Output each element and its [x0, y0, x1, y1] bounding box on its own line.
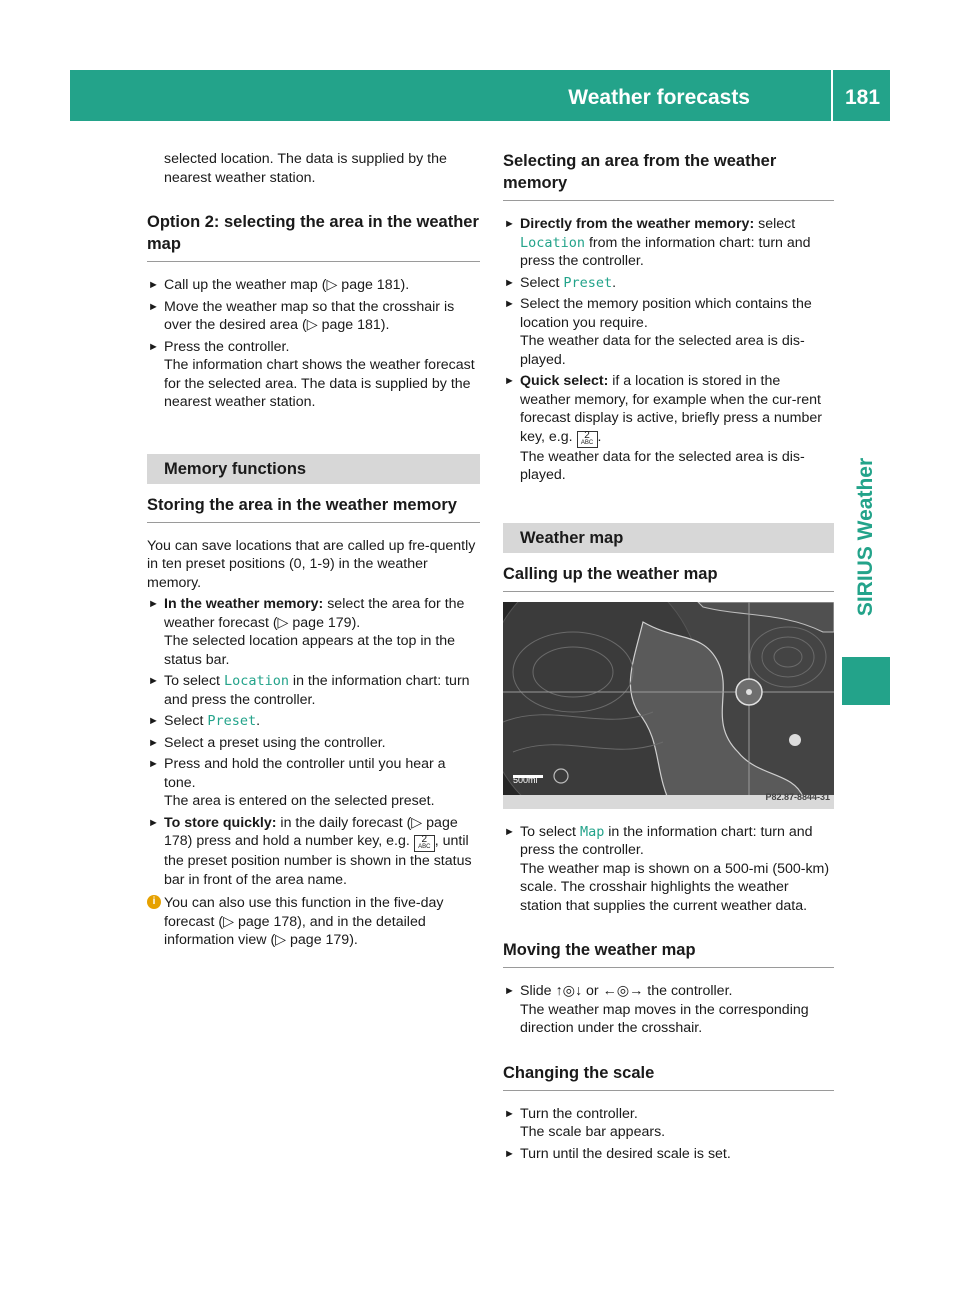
- step-arrow-icon: ►: [504, 1147, 515, 1160]
- step-arrow-icon: ►: [148, 715, 159, 727]
- step: ► Directly from the weather memory: select Location from the information chart: turn and press the controller.: [504, 216, 811, 269]
- side-tab-label: SIRIUS Weather: [854, 457, 877, 617]
- menu-item-preset: Preset: [563, 274, 613, 291]
- scale-heading: Changing the scale: [503, 1062, 834, 1091]
- step: ► Select Preset.: [504, 274, 617, 291]
- step-result: The weather data for the selected area is dis-played.: [520, 448, 805, 483]
- moving-heading: Moving the weather map: [503, 939, 834, 968]
- info-note: i You can also use this function in the five-day forecast (▷ page 178), and in the detailed information view (▷ page 179).: [147, 894, 480, 950]
- header-divider: [831, 70, 833, 121]
- step: ► Move the weather map so that the crosshair is over the desired area (▷ page 181).: [148, 298, 455, 333]
- number-key-2-icon: 2 ABC: [577, 431, 598, 448]
- step-result: The weather data for the selected area is dis-played.: [520, 333, 805, 368]
- menu-item-location: Location: [223, 673, 289, 689]
- side-tab-marker: [842, 657, 890, 705]
- step-arrow-icon: ►: [148, 816, 159, 829]
- step-arrow-icon: ►: [148, 598, 159, 610]
- memory-functions-box: Memory functions: [147, 454, 480, 484]
- info-icon: i: [147, 895, 161, 909]
- weather-map-box: Weather map: [503, 523, 834, 553]
- step-arrow-icon: ►: [504, 375, 515, 387]
- step: ► Press and hold the controller until you hear a tone. The area is entered on the selected preset.: [147, 755, 480, 811]
- right-column: [503, 150, 834, 1163]
- step-arrow-icon: ►: [504, 218, 515, 230]
- step-result: The selected location appears at the top in the status bar.: [164, 633, 456, 668]
- step-arrow-icon: ►: [148, 279, 159, 291]
- step-arrow-icon: ►: [504, 276, 515, 289]
- step-result: The weather map is shown on a 500-mi (500-km) scale. The crosshair highlights the weather station that supplies the current weather data.: [520, 860, 830, 914]
- step-result: The information chart shows the weather forecast for the selected area. The data is supplied by the nearest weather station.: [164, 357, 475, 410]
- step: ► Select a preset using the controller.: [148, 734, 386, 751]
- step: ► Press the controller. The information chart shows the weather forecast for the selected area. The data is supplied by the nearest weather station.: [147, 338, 480, 412]
- controller-slide-horizontal-icon: ←◎→: [602, 983, 644, 999]
- step-arrow-icon: ►: [148, 736, 159, 749]
- step-arrow-icon: ►: [504, 1107, 515, 1120]
- map-scale-label: 500mi: [513, 775, 538, 785]
- memory-select-heading: Selecting an area from the weather memory: [503, 150, 834, 201]
- step-arrow-icon: ►: [148, 340, 159, 353]
- controller-slide-vertical-icon: ↑◎↓: [555, 983, 583, 999]
- step-result: The scale bar appears.: [520, 1124, 666, 1140]
- weather-map-graphic: [503, 602, 834, 809]
- step: ► In the weather memory: select the area for the weather forecast (▷ page 179). The selected location appears at the top in the status bar.: [147, 595, 480, 669]
- storing-intro: You can save locations that are called up fre-quently in ten preset positions (0, 1-9) in the weather memory.: [147, 537, 476, 591]
- step: ► To select Location in the information chart: turn and press the controller.: [148, 673, 470, 708]
- option2-steps: [147, 276, 480, 412]
- step-result: The area is entered on the selected preset.: [164, 793, 435, 809]
- number-key-2-icon: 2 ABC: [414, 835, 435, 852]
- step-arrow-icon: ►: [148, 758, 159, 770]
- step: ► Select Preset.: [148, 713, 261, 729]
- step: ► To store quickly: in the daily forecast (▷ page 178) press and hold a number key, e.g. 2 ABC , until the preset position number is shown in the status bar in front of the area name.: [148, 814, 472, 888]
- step: ► Call up the weather map (▷ page 181).: [148, 277, 410, 293]
- menu-item-preset: Preset: [207, 713, 257, 729]
- step: ► Turn the controller. The scale bar appears.: [503, 1105, 834, 1142]
- menu-item-location: Location: [520, 234, 586, 251]
- side-tab: [842, 420, 890, 654]
- intro-text: selected location. The data is supplied by the nearest weather station.: [164, 151, 447, 186]
- page-number: 181: [844, 86, 881, 109]
- weather-map-image: [503, 602, 834, 809]
- step: ► Turn until the desired scale is set.: [504, 1145, 731, 1162]
- step: ► Quick select: if a location is stored in the weather memory, for example when the cur-rent forecast display is active, briefly press a number key, e.g. 2 ABC . The weather data for the selected area is dis-played.: [503, 372, 834, 485]
- header-bar: [70, 70, 890, 121]
- step-arrow-icon: ►: [148, 675, 159, 687]
- step-arrow-icon: ►: [148, 300, 159, 313]
- step-result: The weather map moves in the corresponding direction under the crosshair.: [520, 1001, 809, 1036]
- step-arrow-icon: ►: [504, 985, 515, 997]
- header-title: Weather forecasts: [568, 86, 750, 109]
- storing-heading: Storing the area in the weather memory: [147, 494, 480, 523]
- calling-heading: Calling up the weather map: [503, 563, 834, 592]
- menu-item-map: Map: [579, 823, 605, 840]
- step-arrow-icon: ►: [504, 298, 515, 310]
- step: ► To select Map in the information chart: turn and press the controller. The weather map is shown on a 500-mi (500-km) scale. The crosshair highlights the weather station that supplies the current weather data.: [503, 823, 834, 916]
- left-column: [147, 150, 480, 950]
- option2-heading: Option 2: selecting the area in the weather map: [147, 211, 480, 262]
- step: ► Slide ↑◎↓ or ←◎→ the controller. The weather map moves in the corresponding direction under the crosshair.: [503, 982, 834, 1038]
- step-arrow-icon: ►: [504, 825, 515, 838]
- figure-code: P82.87-8844-31: [765, 792, 830, 802]
- step: ► Select the memory position which contains the location you require. The weather data for the selected area is dis-played.: [503, 295, 834, 369]
